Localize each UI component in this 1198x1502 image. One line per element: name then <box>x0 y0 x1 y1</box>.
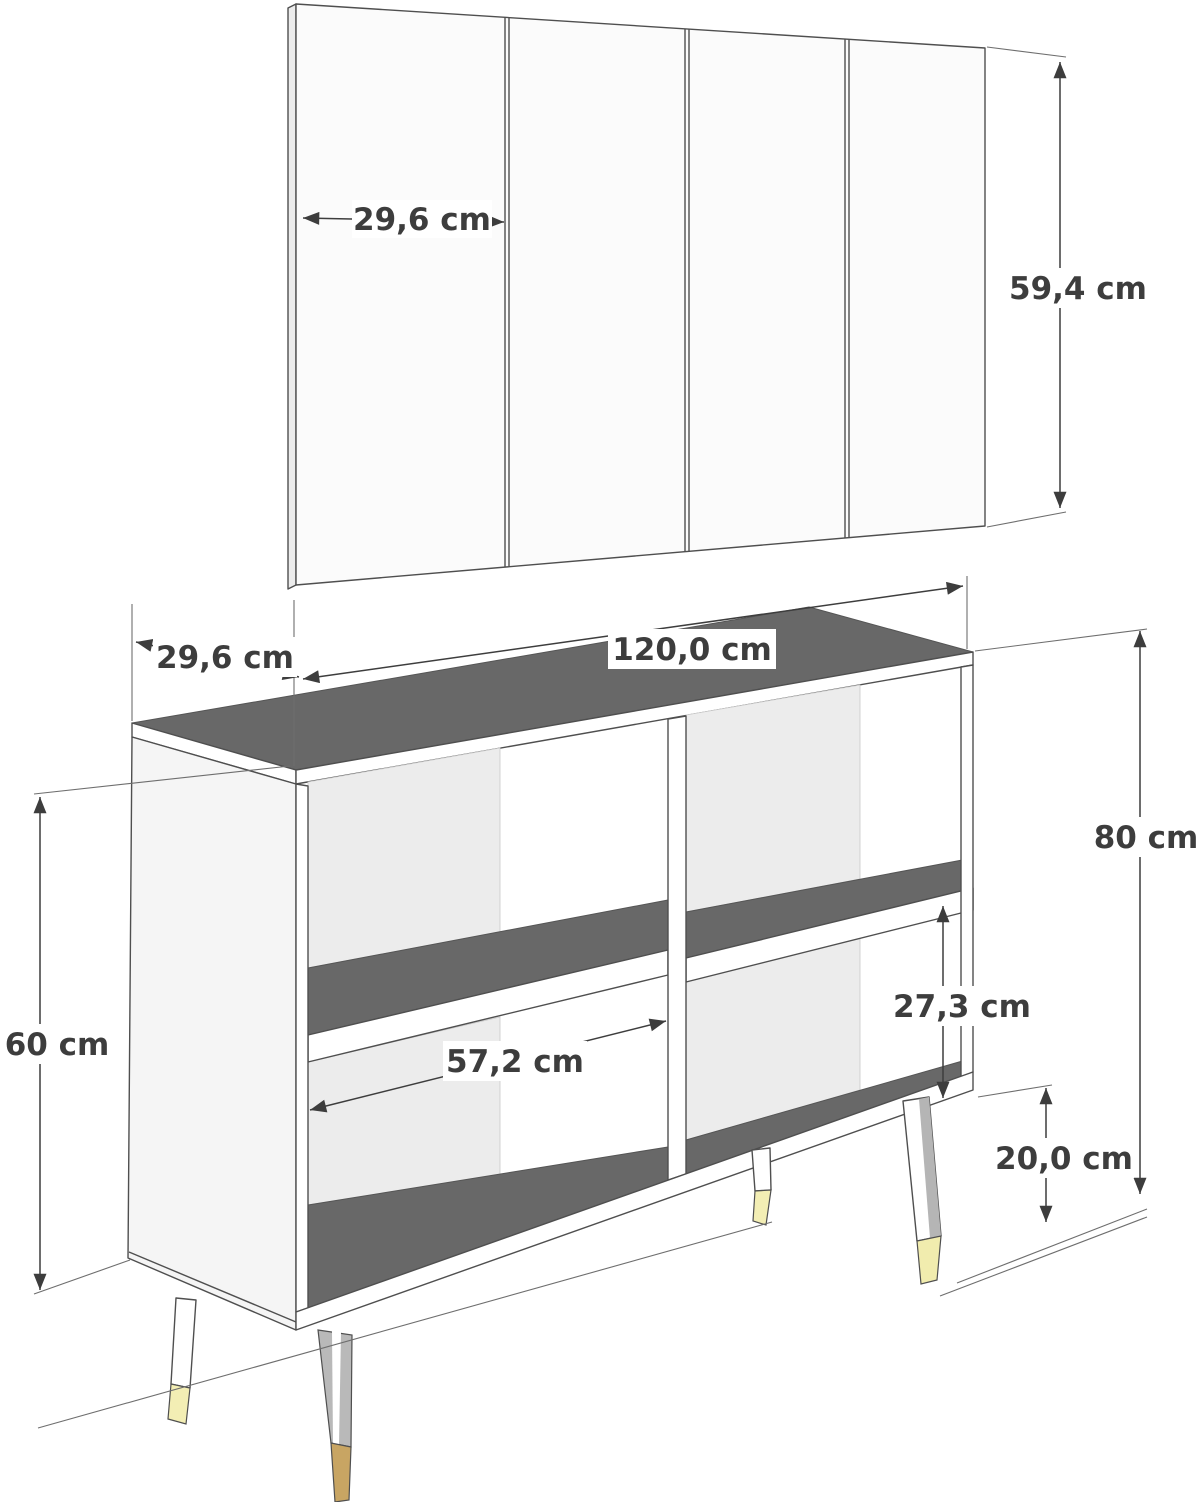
console-left-side <box>128 737 296 1330</box>
wall-panel-face <box>296 4 985 585</box>
leg-front-left-tip <box>331 1443 351 1502</box>
console-body <box>128 607 973 1330</box>
dim-label-body-height: 60 cm <box>4 1027 110 1063</box>
leg-back-left <box>171 1298 196 1388</box>
dim-label-panel-height: 59,4 cm <box>1009 271 1147 307</box>
dim-label-total-height: 80 cm <box>1093 820 1198 856</box>
ext-height-top <box>975 629 1147 651</box>
ext-leg-top <box>978 1085 1052 1097</box>
wall-panel-group <box>288 4 985 589</box>
dim-label-shelf-clearance: 27,3 cm <box>893 989 1031 1025</box>
floor-line-right-2 <box>957 1209 1147 1283</box>
dim-label-console-depth: 29,6 cm <box>156 640 294 676</box>
leg-front-right-tip <box>917 1236 941 1284</box>
ext-body-bottom <box>34 1260 130 1294</box>
ext-panel-top <box>987 47 1066 57</box>
dim-label-panel-width: 29,6 cm <box>353 202 491 238</box>
frame-left-stile <box>296 784 308 1312</box>
leg-back-right-tip <box>753 1190 771 1225</box>
floor-line-right <box>940 1217 1147 1296</box>
ext-panel-bottom <box>987 512 1066 527</box>
compartment-upper-left-sidewall <box>308 748 500 968</box>
compartment-upper-right-sidewall <box>686 685 860 912</box>
dim-label-console-width: 120,0 cm <box>612 632 772 668</box>
dim-label-inner-width: 57,2 cm <box>446 1044 584 1080</box>
wall-panel-edge-strip <box>288 4 296 589</box>
dim-label-leg-height: 20,0 cm <box>995 1141 1133 1177</box>
frame-center-divider <box>668 716 686 1180</box>
leg-back-right <box>752 1148 771 1191</box>
leg-back-left-tip <box>168 1384 190 1424</box>
